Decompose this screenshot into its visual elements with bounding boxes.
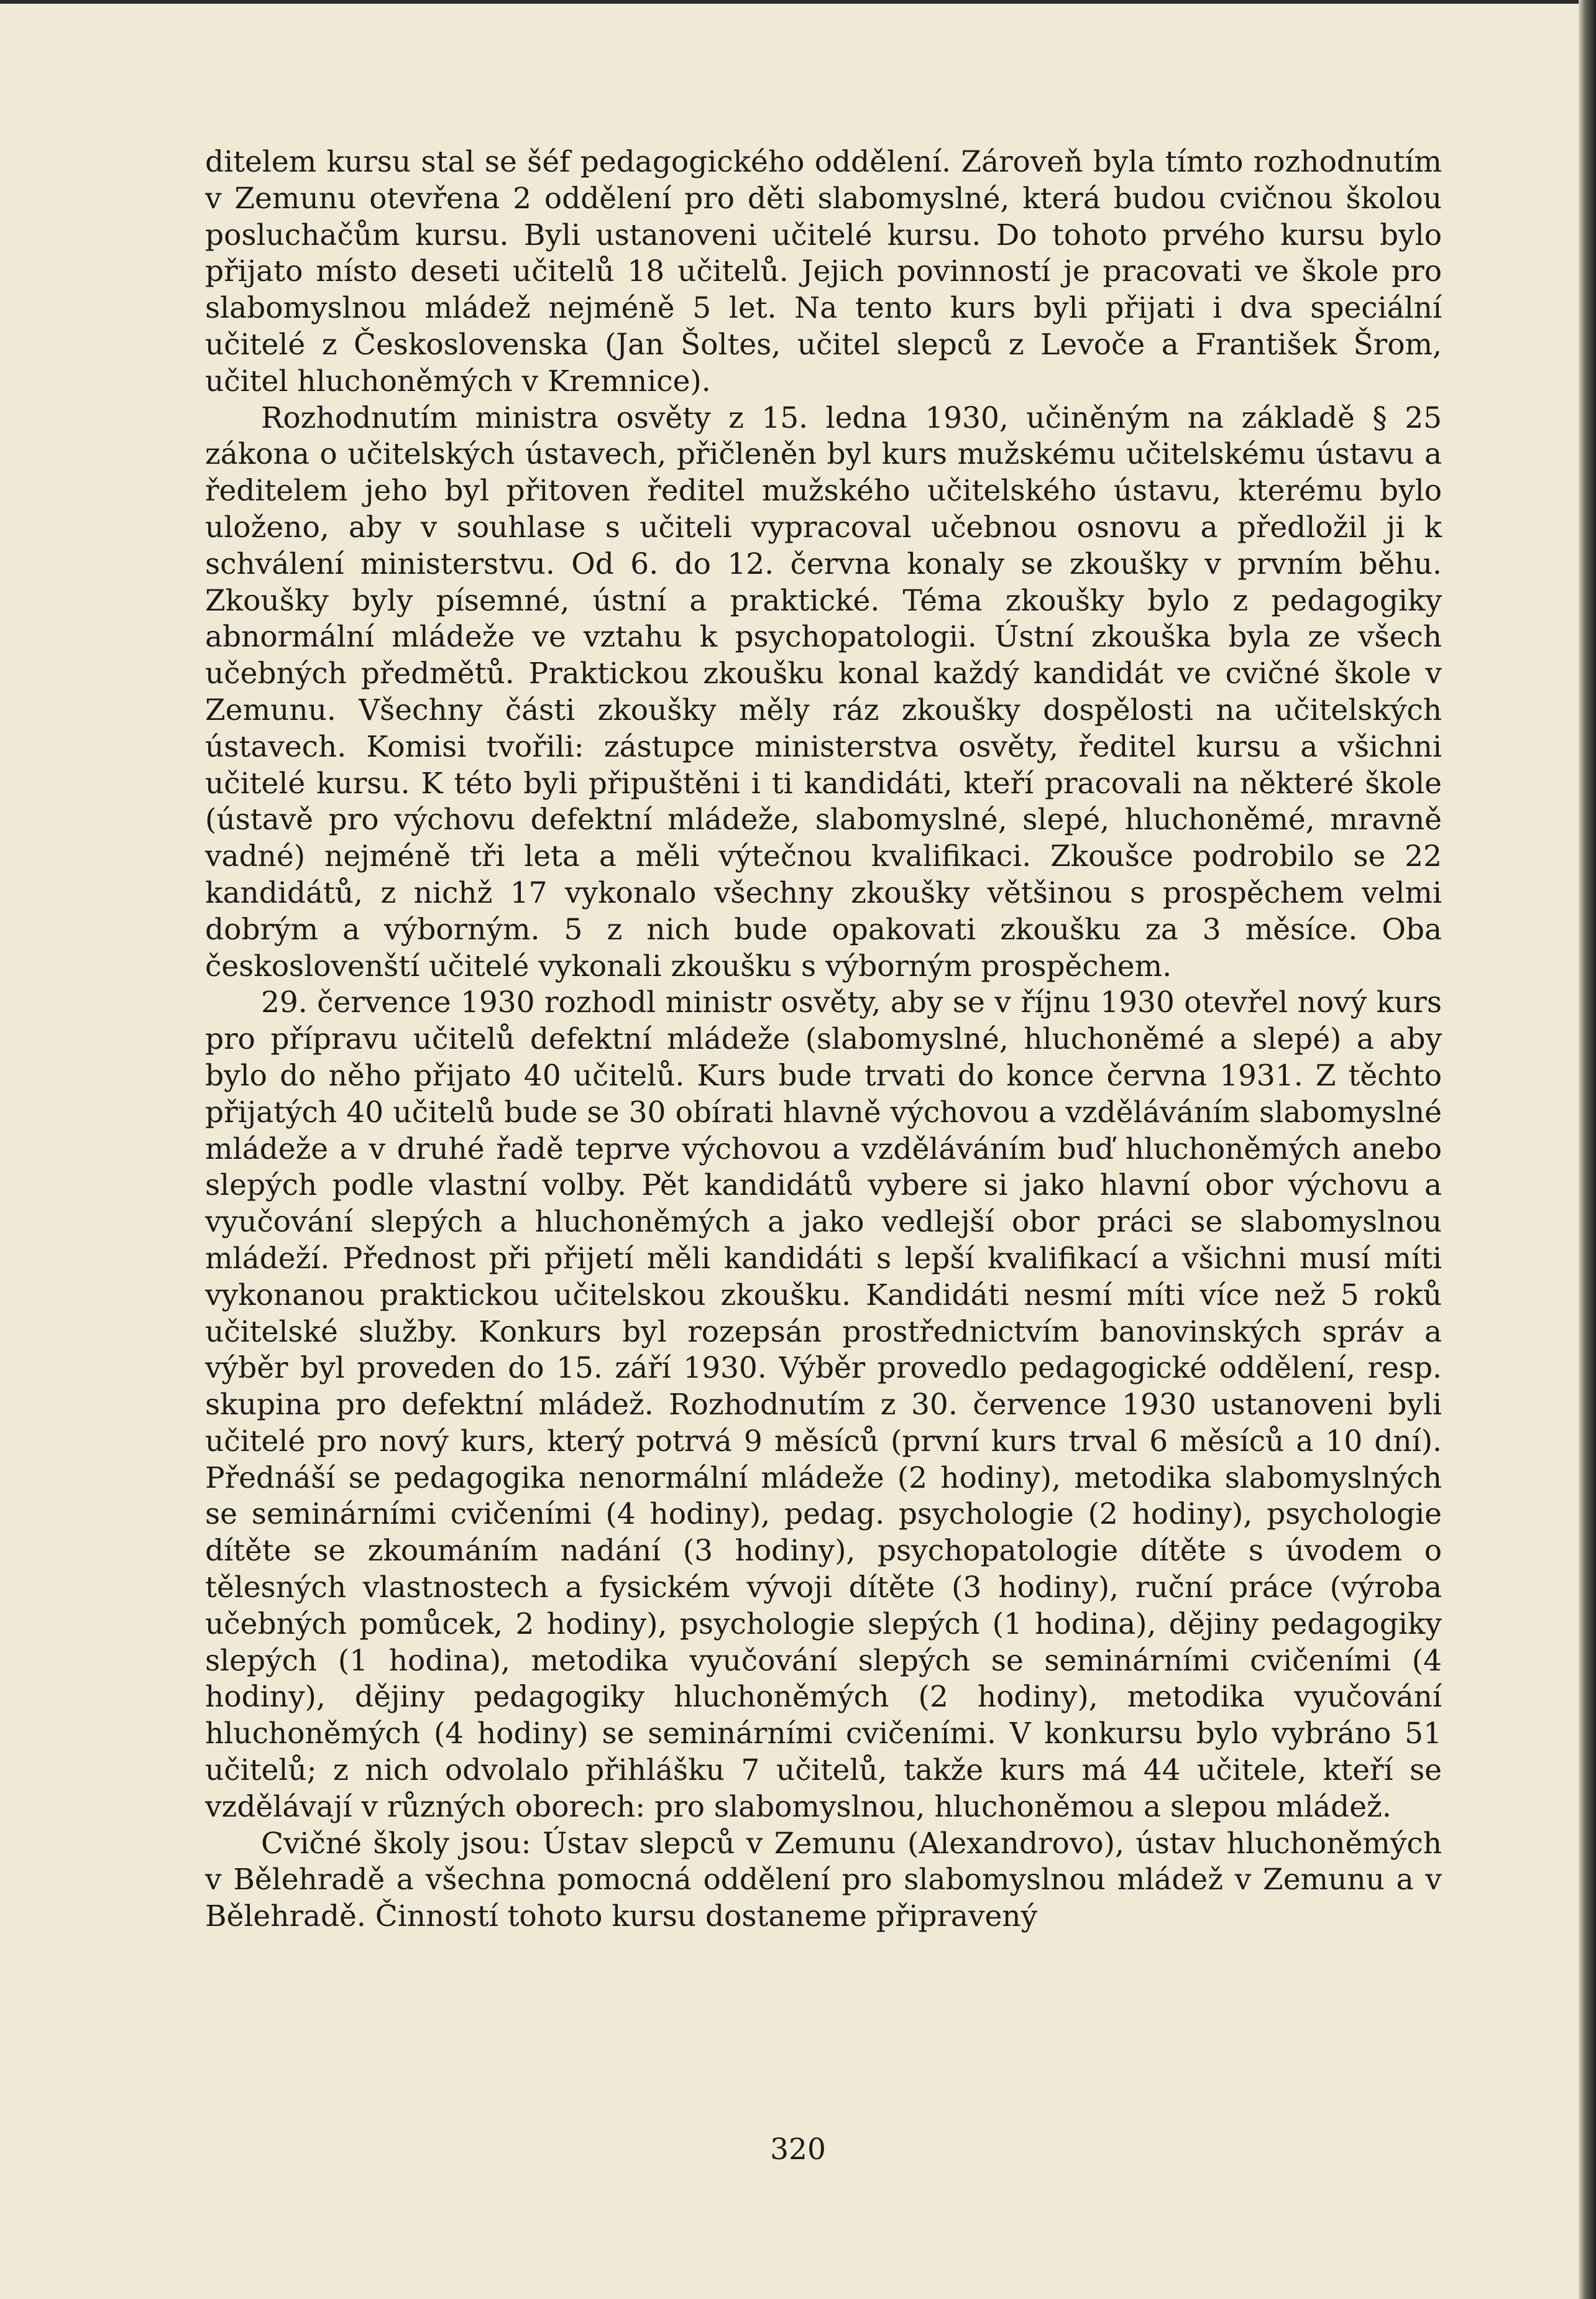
paragraph-first-course-exams: Rozhodnutím ministra osvěty z 15. ledna 1930, učiněným na základě § 25 zákona o učitelských ústavech, přičleněn byl kurs mužskému učitelskému ústavu a ředitelem jeho byl přitoven ředitel mužského učitelského ústavu, kterému bylo uloženo, aby v souhlase s učiteli vypracoval učebnou osnovu a předložil ji k schválení ministerstvu. Od 6. do 12. června konaly se zkoušky v prvním běhu. Zkoušky byly písemné, ústní a praktické. Téma zkoušky bylo z pedagogiky abnormální mládeže ve vztahu k psychopatologii. Ústní zkouška byla ze všech učebných předmětů. Praktickou zkoušku konal každý kandidát ve cvičné škole v Zemunu. Všechny části zkoušky měly ráz zkoušky dospělosti na učitelských ústavech. Komisi tvořili: zástupce ministerstva osvěty, ředitel kursu a všichni učitelé kursu. K této byli připuštěni i ti kandidáti, kteří pracovali na některé škole (ústavě pro výchovu defektní mládeže, slabomyslné, slepé, hluchoněmé, mravně vadné) nejméně tři leta a měli výtečnou kvalifikaci. Zkoušce podrobilo se 22 kandidátů, z nichž 17 vykonalo všechny zkoušky většinou s prospěchem velmi dobrým a výborným. 5 z nich bude opakovati zkoušku za 3 měsíce. Oba českoslovenští učitelé vykonali zkoušku s výborným prospěchem. (205, 400, 1442, 984)
book-spine-shadow (1579, 0, 1596, 2299)
page-number: 320 (770, 2132, 826, 2167)
paragraph-continuation: ditelem kursu stal se šéf pedagogického oddělení. Zároveň byla tímto rozhodnutím v Zemunu otevřena 2 oddělení pro děti slabomyslné, která budou cvičnou školou posluchačům kursu. Byli ustanoveni učitelé kursu. Do tohoto prvého kursu bylo přijato místo deseti učitelů 18 učitelů. Jejich povinností je pracovati ve škole pro slabomyslnou mládež nejméně 5 let. Na tento kurs byli přijati i dva speciální učitelé z Československa (Jan Šoltes, učitel slepců z Levoče a František Šrom, učitel hluchoněmých v Kremnice). (205, 145, 1442, 399)
paragraph-new-course: 29. července 1930 rozhodl ministr osvěty, aby se v říjnu 1930 otevřel nový kurs pro přípravu učitelů defektní mládeže (slabomyslné, hluchoněmé a slepé) a aby bylo do něho přijato 40 učitelů. Kurs bude trvati do konce června 1931. Z těchto přijatých 40 učitelů bude se 30 obírati hlavně výchovou a vzděláváním slabomyslné mládeže a v druhé řadě teprve výchovou a vzděláváním buď hluchoněmých anebo slepých podle vlastní volby. Pět kandidátů vybere si jako hlavní obor výchovu a vyučování slepých a hluchoněmých a jako vedlejší obor práci se slabomyslnou mládeží. Přednost při přijetí měli kandidáti s lepší kvalifikací a všichni musí míti vykonanou praktickou učitelskou zkoušku. Kandidáti nesmí míti více než 5 roků učitelské služby. Konkurs byl rozepsán prostřednictvím banovinských správ a výběr byl proveden do 15. září 1930. Výběr provedlo pedagogické oddělení, resp. skupina pro defektní mládež. Rozhodnutím z 30. července 1930 ustanoveni byli učitelé pro nový kurs, který potrvá 9 měsíců (první kurs trval 6 měsíců a 10 dní). Přednáší se pedagogika nenormální mládeže (2 hodiny), metodika slabomyslných se seminárními cvičeními (4 hodiny), pedag. psychologie (2 hodiny), psychologie dítěte se zkoumáním nadání (3 hodiny), psychopatologie dítěte s úvodem o tělesných vlastnostech a fysickém vývoji dítěte (3 hodiny), ruční práce (výroba učebných pomůcek, 2 hodiny), psychologie slepých (1 hodina), dějiny pedagogiky slepých (1 hodina), metodika vyučování slepých se seminárními cvičeními (4 hodiny), dějiny pedagogiky hluchoněmých (2 hodiny), metodika vyučování hluchoněmých (4 hodiny) se seminárními cvičeními. V konkursu bylo vybráno 51 učitelů; z nich odvolalo přihlášku 7 učitelů, takže kurs má 44 učitele, kteří se vzdělávají v různých oborech: pro slabomyslnou, hluchoněmou a slepou mládež. (205, 985, 1442, 1824)
paragraph-practice-schools: Cvičné školy jsou: Ústav slepců v Zemunu (Alexandrovo), ústav hluchoněmých v Bělehradě a všechna pomocná oddělení pro slabomyslnou mládež v Zemunu a v Bělehradě. Činností tohoto kursu dostaneme připravený (205, 1826, 1442, 1934)
page-top-edge (0, 0, 1579, 4)
page-body (205, 144, 1442, 1935)
